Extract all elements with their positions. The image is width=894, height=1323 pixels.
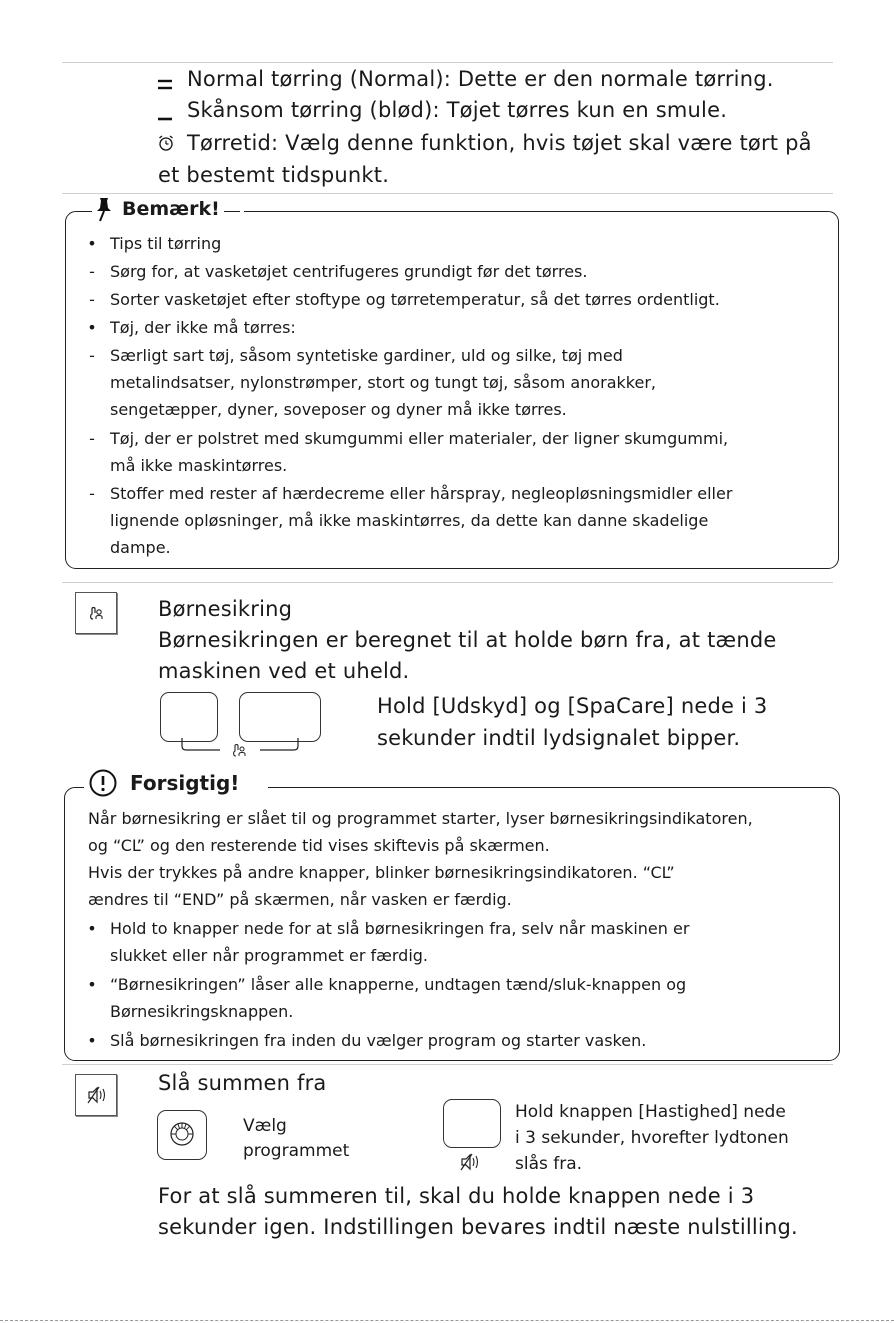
mute-footer-cont: sekunder igen. Indstillingen bevares indtil næste nulstilling. [158,1215,798,1239]
list-item-cont: lignende opløsninger, må ikke maskintørres, da dette kan danne skadelige [110,511,709,530]
caution-line: og “CL” og den resterende tid vises skiftevis på skærmen. [88,836,550,855]
note-title: Bemærk! [118,198,224,220]
child-lock-desc: Børnesikringen er beregnet til at holde børn fra, at tænde [158,628,777,652]
list-item: Tips til tørring [110,234,222,253]
list-marker: - [89,290,95,309]
caution-line: Slå børnesikringen fra inden du vælger program og starter vasken. [110,1031,647,1050]
list-marker: • [87,318,97,337]
caution-line: Hold to knapper nede for at slå børnesikringen fra, selv når maskinen er [110,919,690,938]
child-lock-desc-cont: maskinen ved et uheld. [158,659,410,683]
child-lock-instruction: Hold [Udskyd] og [SpaCare] nede i 3 [377,694,768,718]
divider-before-mute [62,1064,833,1065]
list-marker: - [89,346,95,365]
list-marker: - [89,262,95,281]
delay-button[interactable] [160,692,218,742]
list-item: Sørg for, at vasketøjet centrifugeres grundigt før det tørres. [110,262,588,281]
speaker-mute-icon [87,1085,109,1105]
mode-timer-text: Tørretid: Vælg denne funktion, hvis tøjet skal være tørt på [187,131,812,155]
normal-dry-icon [156,77,174,96]
list-item-cont: må ikke maskintørres. [110,456,288,475]
mute-step1-cont: programmet [243,1141,350,1161]
list-item: Tøj, der ikke må tørres: [110,318,296,337]
pushpin-icon [94,196,116,222]
speaker-mute-icon [460,1152,482,1172]
divider-before-child-lock [62,582,833,583]
list-item-cont: sengetæpper, dyner, soveposer og dyner må ikke tørres. [110,400,567,419]
list-marker: • [87,234,97,253]
mute-step1: Vælg [243,1116,287,1136]
list-marker: - [89,429,95,448]
caution-title: Forsigtig! [130,771,240,795]
button-combo-bracket [180,738,300,764]
list-item: Særligt sart tøj, såsom syntetiske gardiner, uld og silke, tøj med [110,346,623,365]
list-item-cont: metalindsatser, nylonstrømper, stort og tungt tøj, såsom anorakker, [110,373,656,392]
caution-line: ændres til “END” på skærmen, når vasken er færdig. [88,890,512,909]
warning-icon [88,768,118,798]
caution-line: “Børnesikringen” låser alle knapperne, undtagen tænd/sluk-knappen og [110,975,687,994]
divider-before-note [62,193,833,194]
caution-line-cont: Børnesikringsknappen. [110,1002,294,1021]
mute-footer: For at slå summeren til, skal du holde knappen nede i 3 [158,1184,755,1208]
list-item: Sorter vasketøjet efter stoftype og tørretemperatur, så det tørres ordentligt. [110,290,720,309]
mute-step2: Hold knappen [Hastighed] nede [515,1102,786,1122]
list-item-cont: dampe. [110,538,171,557]
list-marker: - [89,484,95,503]
list-marker: • [87,975,97,994]
spacare-button[interactable] [239,692,321,742]
program-dial-icon [167,1119,197,1149]
list-item: Tøj, der er polstret med skumgummi eller materialer, der ligner skumgummi, [110,429,729,448]
list-marker: • [87,919,97,938]
caution-line-cont: slukket eller når programmet er færdig. [110,946,429,965]
child-lock-title: Børnesikring [158,597,293,621]
child-lock-instruction-cont: sekunder indtil lydsignalet bipper. [377,726,741,750]
caution-header [84,766,268,800]
speed-button[interactable] [443,1099,501,1148]
gentle-dry-icon [156,108,174,127]
mute-step2-cont: slås fra. [515,1154,583,1174]
caution-line: Hvis der trykkes på andre knapper, blinker børnesikringsindikatoren. “CL” [88,863,675,882]
mode-gentle-text: Skånsom tørring (blød): Tøjet tørres kun en smule. [187,98,728,122]
caution-line: Når børnesikring er slået til og programmet starter, lyser børnesikringsindikatoren, [88,809,753,828]
child-lock-icon [87,603,107,623]
child-lock-icon-box [75,592,117,634]
mute-step2-cont: i 3 sekunder, hvorefter lydtonen [515,1128,789,1148]
mute-icon-box [75,1074,117,1116]
list-marker: • [87,1031,97,1050]
mode-timer-text-cont: et bestemt tidspunkt. [158,163,390,187]
list-item: Stoffer med rester af hærdecreme eller hårspray, negleopløsningsmidler eller [110,484,733,503]
page-cut-line [0,1320,894,1321]
mute-title: Slå summen fra [158,1071,327,1095]
program-dial-button[interactable] [157,1110,207,1160]
note-header [92,196,220,226]
alarm-clock-icon [157,134,175,156]
mode-normal-text: Normal tørring (Normal): Dette er den normale tørring. [187,67,774,91]
